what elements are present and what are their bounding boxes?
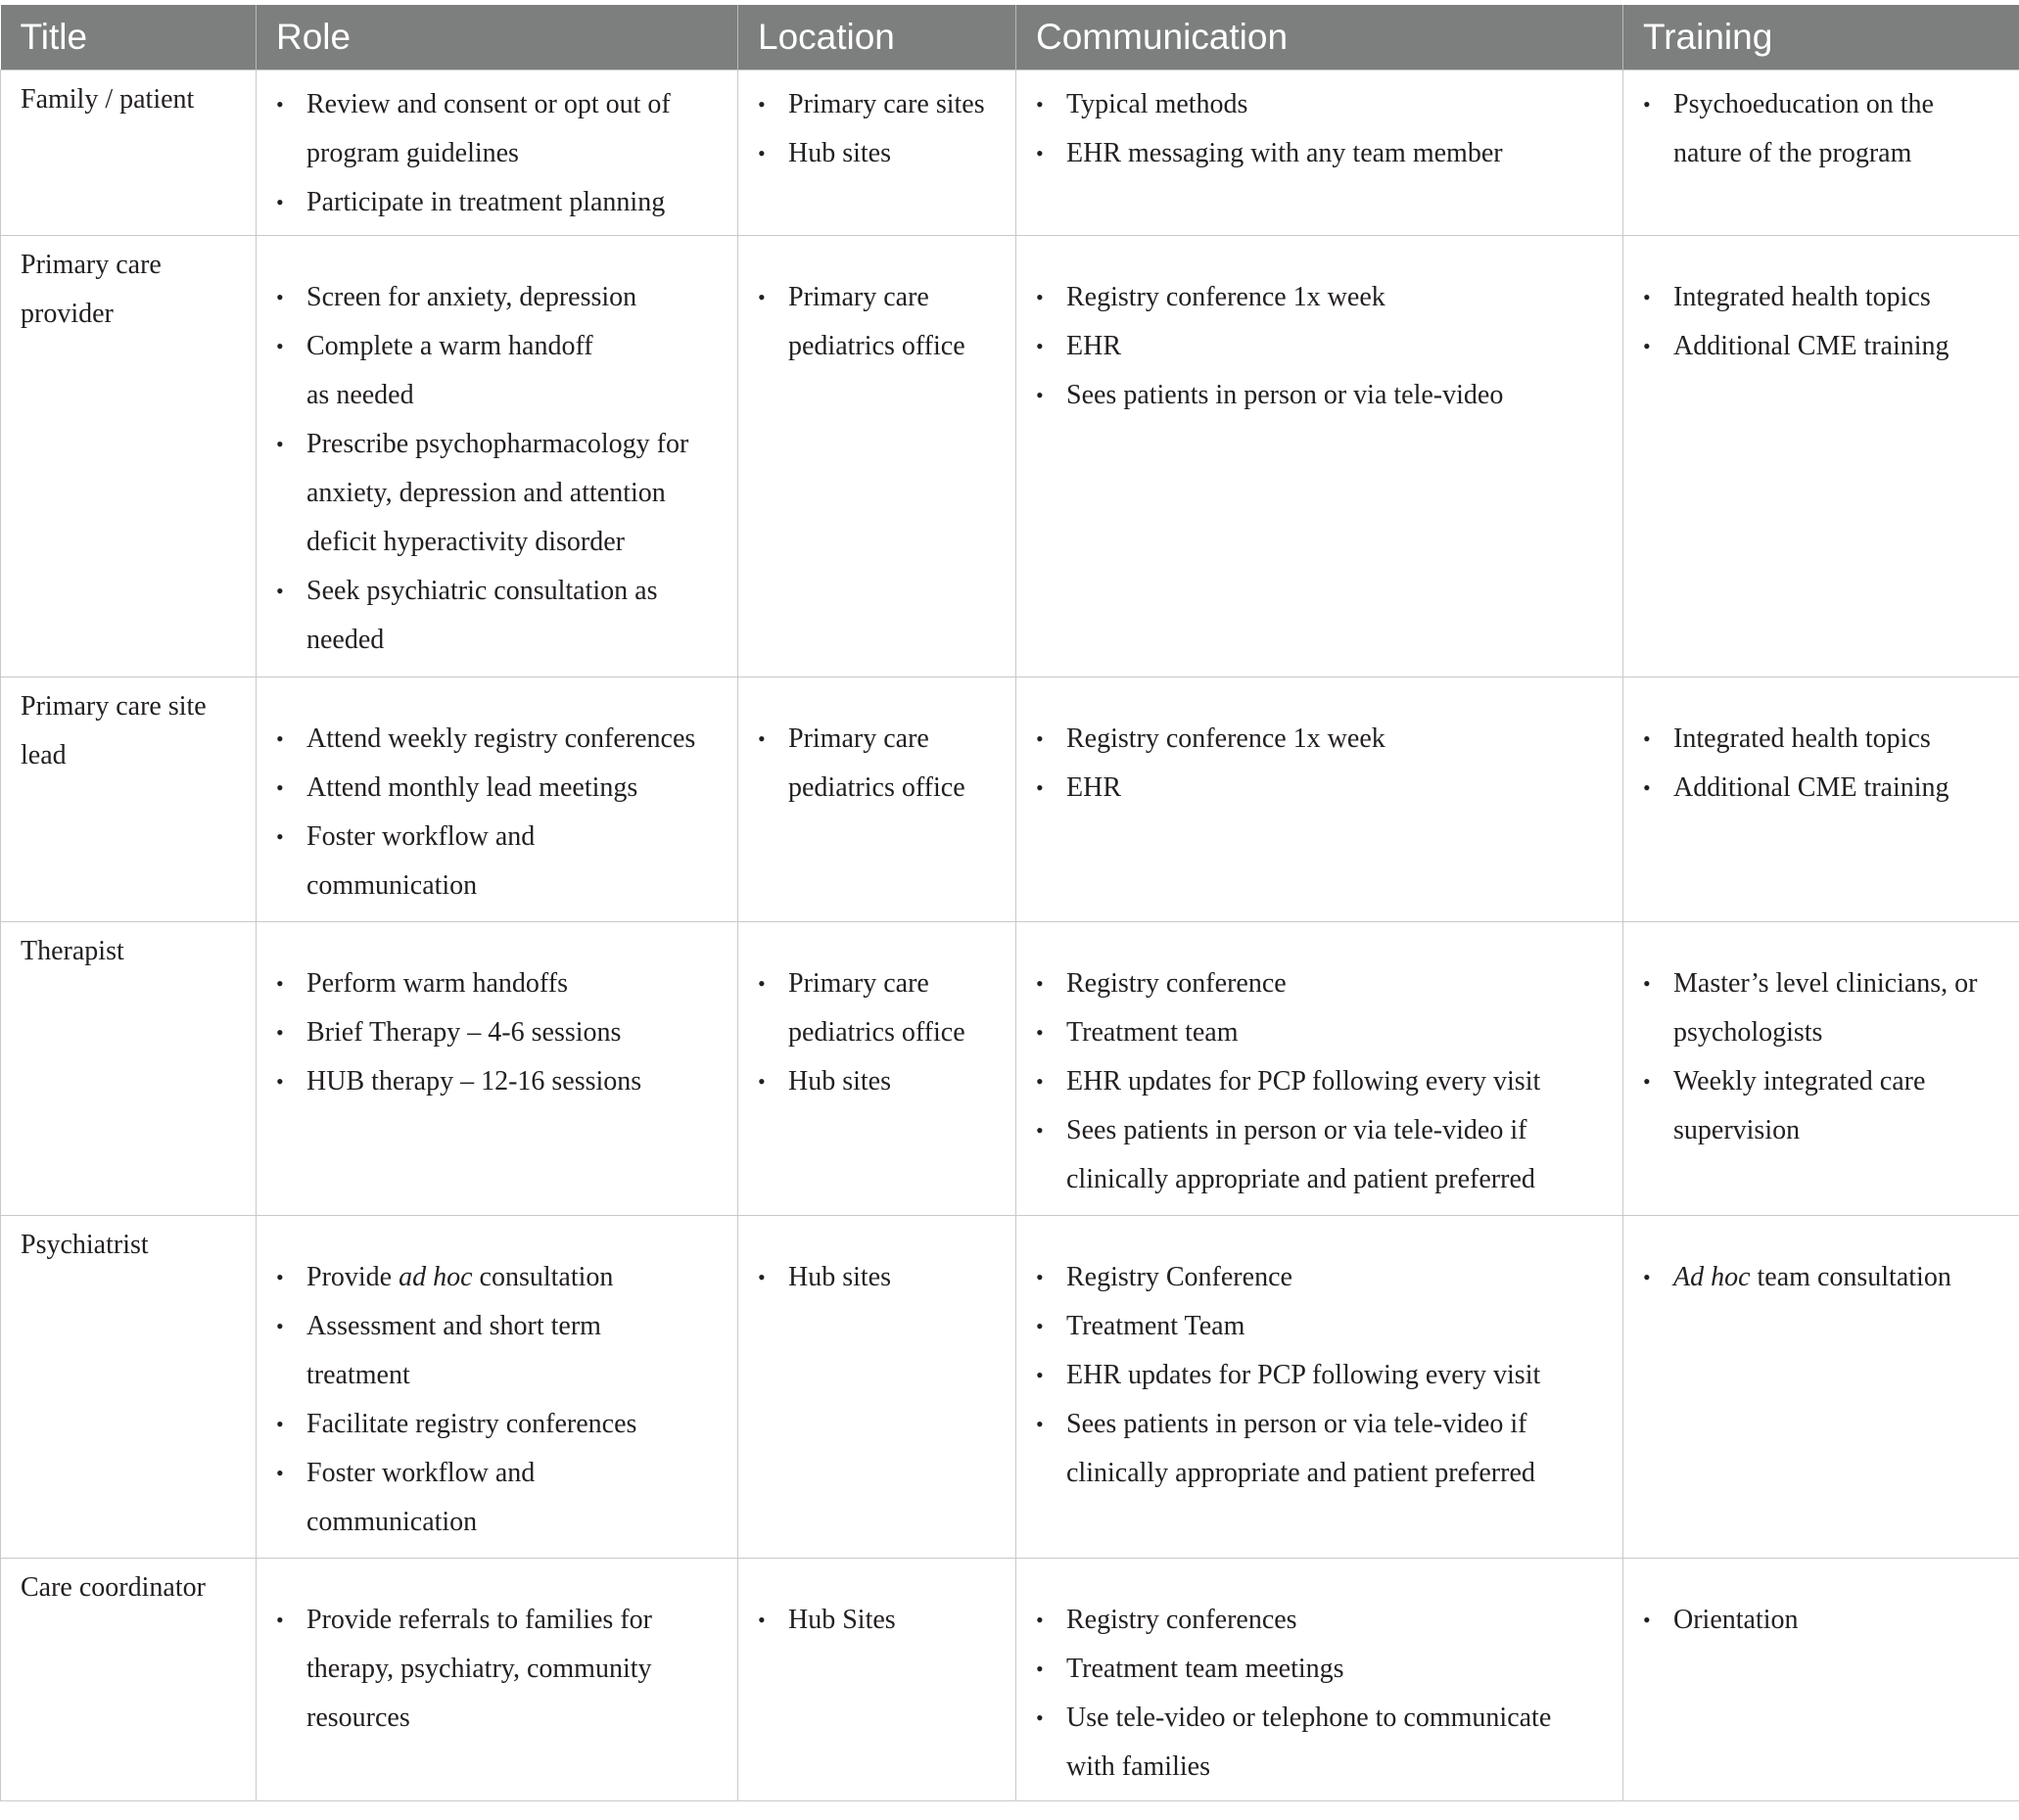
training-cell xyxy=(1623,1216,2019,1559)
list-item: • Additional CME training xyxy=(1643,764,1999,813)
list-item: • Registry conference 1x week xyxy=(1036,273,1603,322)
location-cell xyxy=(738,1216,1016,1559)
list-item: • Use tele-video or telephone to communicate with families xyxy=(1036,1694,1603,1792)
list-item: • Provide ad hoc consultation xyxy=(276,1253,718,1302)
list-item: • Sees patients in person or via tele-video if clinically appropriate and patient preferred xyxy=(1036,1106,1603,1204)
role-cell xyxy=(257,677,738,922)
list-item: • Primary care pediatrics office xyxy=(758,715,996,813)
communication-cell xyxy=(1016,236,1623,677)
list-item: • Ad hoc team consultation xyxy=(1643,1253,1999,1302)
list-item: • EHR xyxy=(1036,764,1603,813)
table-row xyxy=(1,236,2019,677)
list-item: • EHR xyxy=(1036,322,1603,371)
table-row xyxy=(1,922,2019,1216)
list-item: • Additional CME training xyxy=(1643,322,1999,371)
list-item: • Registry conference xyxy=(1036,959,1603,1008)
roles-table xyxy=(0,5,2019,1801)
table-container xyxy=(0,5,2019,1801)
communication-cell xyxy=(1016,1216,1623,1559)
list-item: • Hub sites xyxy=(758,129,996,178)
list-item: • Psychoeducation on the nature of the program xyxy=(1643,80,1999,178)
location-cell xyxy=(738,922,1016,1216)
row-title: Care coordinator xyxy=(1,1559,257,1801)
list-item: • Weekly integrated care supervision xyxy=(1643,1057,1999,1155)
row-title: Primary care provider xyxy=(1,236,257,677)
training-cell xyxy=(1623,922,2019,1216)
communication-cell xyxy=(1016,677,1623,922)
header-role: Role xyxy=(257,5,738,70)
list-item: • Primary care pediatrics office xyxy=(758,273,996,371)
list-item: • Foster workflow and communication xyxy=(276,813,718,910)
role-cell xyxy=(257,236,738,677)
list-item: • Review and consent or opt out of program guidelines xyxy=(276,80,718,178)
list-item: • Primary care pediatrics office xyxy=(758,959,996,1057)
list-item: • Master’s level clinicians, or psychologists xyxy=(1643,959,1999,1057)
header-title: Title xyxy=(1,5,257,70)
list-item: • Treatment team meetings xyxy=(1036,1645,1603,1694)
list-item: • Sees patients in person or via tele-video if clinically appropriate and patient preferred xyxy=(1036,1400,1603,1498)
training-cell xyxy=(1623,236,2019,677)
communication-cell xyxy=(1016,922,1623,1216)
training-cell xyxy=(1623,677,2019,922)
list-item: • Provide referrals to families for therapy, psychiatry, community resources xyxy=(276,1596,718,1743)
role-cell xyxy=(257,1559,738,1801)
list-item: • Complete a warm handoff as needed xyxy=(276,322,718,420)
role-cell xyxy=(257,70,738,236)
list-item: • Foster workflow and communication xyxy=(276,1449,718,1547)
list-item: • Registry Conference xyxy=(1036,1253,1603,1302)
list-item: • Seek psychiatric consultation as needed xyxy=(276,567,718,665)
header-training: Training xyxy=(1623,5,2019,70)
table-row xyxy=(1,1559,2019,1801)
list-item: • Registry conferences xyxy=(1036,1596,1603,1645)
row-title: Therapist xyxy=(1,922,257,1216)
header-row xyxy=(1,5,2019,70)
ad-hoc-emphasis: Ad hoc xyxy=(1673,1262,1751,1292)
communication-cell xyxy=(1016,1559,1623,1801)
list-item: • Attend monthly lead meetings xyxy=(276,764,718,813)
header-communication: Communication xyxy=(1016,5,1623,70)
list-item: • Facilitate registry conferences xyxy=(276,1400,718,1449)
location-cell xyxy=(738,236,1016,677)
list-item: • Perform warm handoffs xyxy=(276,959,718,1008)
training-cell xyxy=(1623,1559,2019,1801)
list-item: • Integrated health topics xyxy=(1643,273,1999,322)
list-item: • Attend weekly registry conferences xyxy=(276,715,718,764)
list-item: • Treatment Team xyxy=(1036,1302,1603,1351)
table-body xyxy=(1,70,2019,1801)
list-item: • Sees patients in person or via tele-video xyxy=(1036,371,1603,420)
header-location: Location xyxy=(738,5,1016,70)
list-item: • Prescribe psychopharmacology for anxiety, depression and attention deficit hyperactivity disorder xyxy=(276,420,718,567)
list-item: • EHR updates for PCP following every visit xyxy=(1036,1351,1603,1400)
list-item: • Hub sites xyxy=(758,1253,996,1302)
list-item: • Participate in treatment planning xyxy=(276,178,718,227)
role-cell xyxy=(257,1216,738,1559)
list-item: • EHR messaging with any team member xyxy=(1036,129,1603,178)
role-cell xyxy=(257,922,738,1216)
location-cell xyxy=(738,70,1016,236)
table-row xyxy=(1,70,2019,236)
table-header xyxy=(1,5,2019,70)
table-row xyxy=(1,677,2019,922)
list-item: • Screen for anxiety, depression xyxy=(276,273,718,322)
list-item: • Assessment and short term treatment xyxy=(276,1302,718,1400)
row-title: Family / patient xyxy=(1,70,257,236)
list-item: • Orientation xyxy=(1643,1596,1999,1645)
row-title: Primary care site lead xyxy=(1,677,257,922)
list-item: • Treatment team xyxy=(1036,1008,1603,1057)
list-item: • Integrated health topics xyxy=(1643,715,1999,764)
location-cell xyxy=(738,1559,1016,1801)
communication-cell xyxy=(1016,70,1623,236)
list-item: • Hub sites xyxy=(758,1057,996,1106)
list-item: • Hub Sites xyxy=(758,1596,996,1645)
list-item: • Registry conference 1x week xyxy=(1036,715,1603,764)
list-item: • HUB therapy – 12-16 sessions xyxy=(276,1057,718,1106)
list-item: • Brief Therapy – 4-6 sessions xyxy=(276,1008,718,1057)
list-item: • EHR updates for PCP following every visit xyxy=(1036,1057,1603,1106)
list-item: • Typical methods xyxy=(1036,80,1603,129)
row-title: Psychiatrist xyxy=(1,1216,257,1559)
ad-hoc-emphasis: ad hoc xyxy=(399,1262,473,1292)
training-cell xyxy=(1623,70,2019,236)
location-cell xyxy=(738,677,1016,922)
list-item: • Primary care sites xyxy=(758,80,996,129)
table-row xyxy=(1,1216,2019,1559)
